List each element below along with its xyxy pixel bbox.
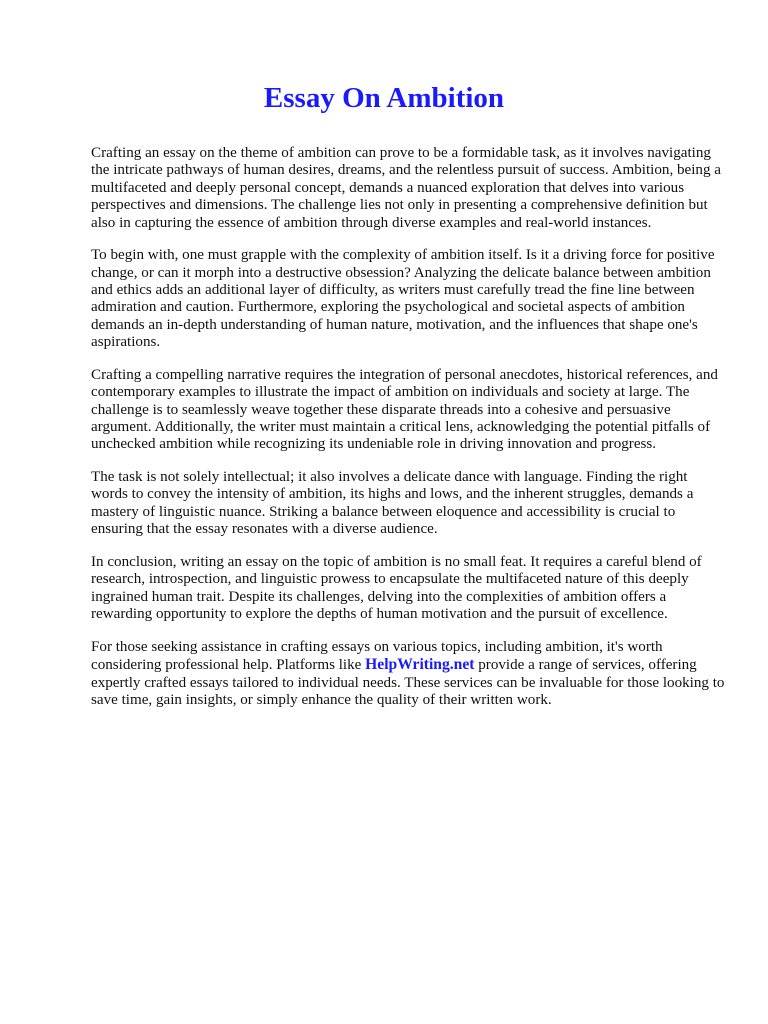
paragraph-6 [91, 639, 728, 710]
document-title: Essay On Ambition [263, 82, 505, 114]
paragraph-6-text-before-link: For those seeking assistance in crafting essays on various topics, including ambition, it's worth considering professional help. Platforms like [91, 638, 663, 674]
document-body [91, 145, 728, 725]
helpwriting-link[interactable]: HelpWriting.net [365, 656, 475, 674]
paragraph-5: In conclusion, writing an essay on the topic of ambition is no small feat. It requires a careful blend of research, introspection, and linguistic prowess to encapsulate the multifaceted nature of this deeply ingrained human trait. Despite its challenges, delving into the complexities of ambition offers a rewarding opportunity to explore the depths of human motivation and the pursuit of excellence. [91, 553, 702, 623]
paragraph-4: The task is not solely intellectual; it also involves a delicate dance with language. Finding the right words to convey the intensity of ambition, its highs and lows, and the inherent struggles, demands a mastery of linguistic nuance. Striking a balance between eloquence and accessibility is crucial to ensuring that the essay resonates with a diverse audience. [91, 469, 694, 538]
paragraph-6-text-after-link: provide a range of services, offering expertly crafted essays tailored to individual needs. These services can be invaluable for those looking to save time, gain insights, or simply enhance the quality of their written work. [91, 657, 725, 708]
paragraph-3: Crafting a compelling narrative requires the integration of personal anecdotes, historical references, and contemporary examples to illustrate the impact of ambition on individuals and society at large. The challenge is to seamlessly weave together these disparate threads into a cohesive and persuasive argument. Additionally, the writer must maintain a critical lens, acknowledging the potential pitfalls of unchecked ambition while recognizing its undeniable role in driving innovation and progress. [91, 366, 718, 453]
paragraph-2: To begin with, one must grapple with the complexity of ambition itself. Is it a driving force for positive change, or can it morph into a destructive obsession? Analyzing the delicate balance between ambition and ethics adds an additional layer of difficulty, as writers must carefully tread the fine line between admiration and caution. Furthermore, exploring the psychological and societal aspects of ambition demands an in-depth understanding of human nature, motivation, and the influences that shape one's aspirations. [91, 247, 715, 351]
paragraph-1: Crafting an essay on the theme of ambition can prove to be a formidable task, as it involves navigating the intricate pathways of human desires, dreams, and the relentless pursuit of success. Ambition, being a multifaceted and deeply personal concept, demands a nuanced exploration that delves into various perspectives and dimensions. The challenge lies not only in presenting a comprehensive definition but also in capturing the essence of ambition through diverse examples and real-world instances. [91, 145, 722, 231]
